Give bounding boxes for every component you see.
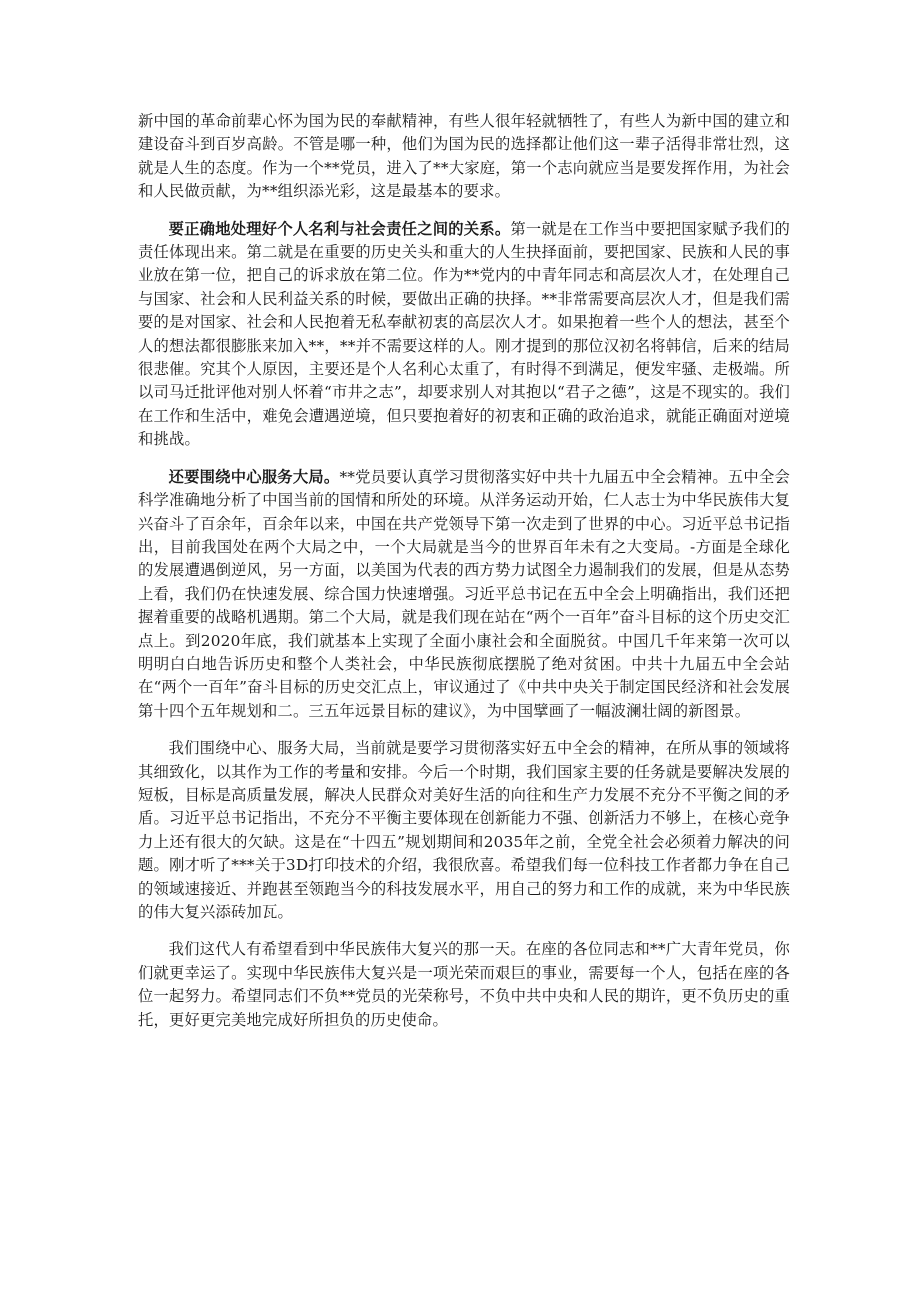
paragraph-1-text: 新中国的革命前辈心怀为国为民的奉献精神，有些人很年轻就牺牲了，有些人为新中国的建立和建设奋斗到百岁高龄。不管是哪一种，他们为国为民的选择都让他们这一辈子活得非常壮烈，这就是人生的态度。作为一个**党员，进入了**大家庭，第一个志向就应当是要发挥作用，为社会和人民做贡献，为**组织添光彩，这是最基本的要求。 (138, 112, 790, 201)
paragraph-2-lead: 要正确地处理好个人名利与社会责任之间的关系。 (168, 219, 511, 238)
document-body (138, 110, 790, 1046)
paragraph-3-lead: 还要围绕中心服务大局。 (168, 467, 340, 486)
paragraph-2-text: 第一就是在工作当中要把国家赋予我们的责任体现出来。第二就是在重要的历史关头和重大的人生抉择面前，要把国家、民族和人民的事业放在第一位，把自己的诉求放在第二位。作为**党内的中青年同志和高层次人才，在处理自己与国家、社会和人民利益关系的时候，要做出正确的抉择。**非常需要高层次人才，但是我们需要的是对国家、社会和人民抱着无私奉献初衷的高层次人才。如果抱着一些个人的想法，甚至个人的想法都很膨胀来加入**，**并不需要这样的人。刚才提到的那位汉初名将韩信，后来的结局很悲催。究其个人原因，主要还是个人名利心太重了，有时得不到满足，便发牢骚、走极端。所以司马迁批评他对别人怀着“市井之志”，却要求别人对其抱以“君子之德”，这是不现实的。我们在工作和生活中，难免会遭遇逆境，但只要抱着好的初衷和正确的政治追求，就能正确面对逆境和挑战。 (138, 219, 790, 449)
paragraph-4 (138, 737, 790, 924)
paragraph-2 (138, 218, 790, 452)
paragraph-1 (138, 110, 790, 204)
paragraph-3 (138, 466, 790, 723)
paragraph-5-text: 我们这代人有希望看到中华民族伟大复兴的那一天。在座的各位同志和**广大青年党员，你们就更幸运了。实现中华民族伟大复兴是一项光荣而艰巨的事业，需要每一个人，包括在座的各位一起努力。希望同志们不负**党员的光荣称号，不负中共中央和人民的期许，更不负历史的重托，更好更完美地完成好所担负的历史使命。 (138, 940, 790, 1029)
paragraph-5 (138, 938, 790, 1032)
paragraph-3-text: **党员要认真学习贯彻落实好中共十九届五中全会精神。五中全会科学准确地分析了中国当前的国情和所处的环境。从洋务运动开始，仁人志士为中华民族伟大复兴奋斗了百余年，百余年以来，中国在共产党领导下第一次走到了世界的中心。习近平总书记指出，目前我国处在两个大局之中，一个大局就是当今的世界百年未有之大变局。-方面是全球化的发展遭遇倒逆风，另一方面，以美国为代表的西方势力试图全力遏制我们的发展，但是从态势上看，我们仍在快速发展、综合国力快速增强。习近平总书记在五中全会上明确指出，我们还把握着重要的战略机遇期。第二个大局，就是我们现在站在“两个一百年”奋斗目标的这个历史交汇点上。到2020年底，我们就基本上实现了全面小康社会和全面脱贫。中国几千年来第一次可以明明白白地告诉历史和整个人类社会，中华民族彻底摆脱了绝对贫困。中共十九届五中全会站在“两个一百年”奋斗目标的历史交汇点上，审议通过了《中共中央关于制定国民经济和社会发展第十四个五年规划和二。三五年远景目标的建议》，为中国擘画了一幅波澜壮阔的新图景。 (138, 467, 790, 720)
paragraph-4-text: 我们围绕中心、服务大局，当前就是要学习贯彻落实好五中全会的精神，在所从事的领域将其细致化，以其作为工作的考量和安排。今后一个时期，我们国家主要的任务就是要解决发展的短板，目标是高质量发展，解决人民群众对美好生活的向往和生产力发展不充分不平衡之间的矛盾。习近平总书记指出，不充分不平衡主要体现在创新能力不强、创新活力不够上，在核心竞争力上还有很大的欠缺。这是在“十四五”规划期间和2035年之前，全党全社会必须着力解决的问题。刚才听了***关于3D打印技术的介绍，我很欣喜。希望我们每一位科技工作者都力争在自己的领域速接近、并跑甚至领跑当今的科技发展水平，用自己的努力和工作的成就，来为中华民族的伟大复兴添砖加瓦。 (138, 739, 790, 921)
